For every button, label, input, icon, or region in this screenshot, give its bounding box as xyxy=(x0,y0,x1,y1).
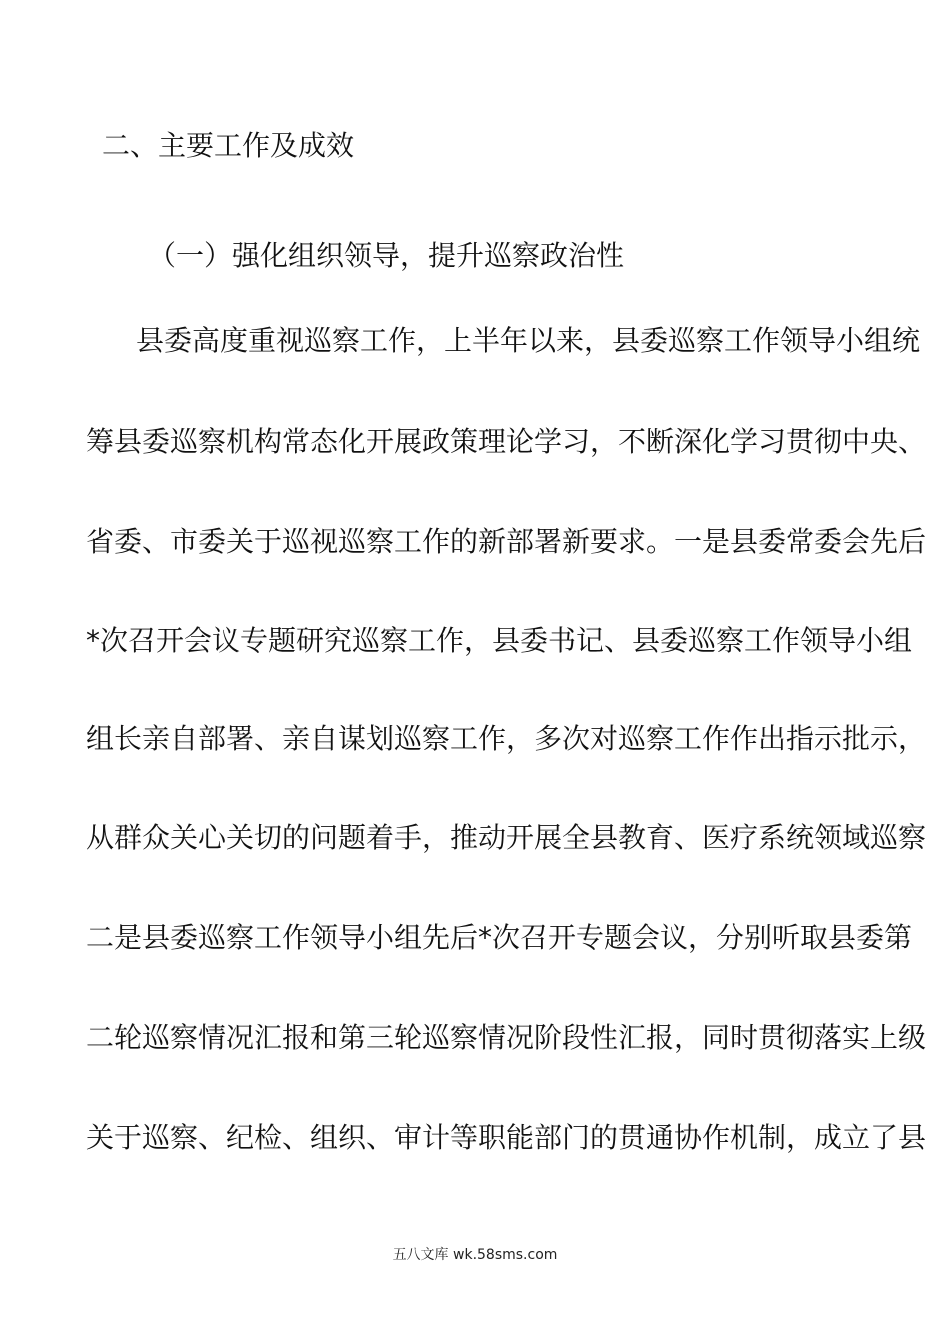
paragraph-line: 二轮巡察情况汇报和第三轮巡察情况阶段性汇报，同时贯彻落实上级 xyxy=(86,1021,927,1054)
paragraph-line: 从群众关心关切的问题着手，推动开展全县教育、医疗系统领域巡察 xyxy=(86,821,927,854)
paragraph-line: 筹县委巡察机构常态化开展政策理论学习，不断深化学习贯彻中央、 xyxy=(86,425,927,458)
paragraph-line: 关于巡察、纪检、组织、审计等职能部门的贯通协作机制，成立了县 xyxy=(86,1121,927,1154)
subsection-heading: （一）强化组织领导，提升巡察政治性 xyxy=(148,239,625,272)
paragraph-line: 组长亲自部署、亲自谋划巡察工作，多次对巡察工作作出指示批示， xyxy=(86,722,927,755)
paragraph-line: 省委、市委关于巡视巡察工作的新部署新要求。一是县委常委会先后 xyxy=(86,525,927,558)
paragraph-line: 二是县委巡察工作领导小组先后*次召开专题会议，分别听取县委第 xyxy=(86,921,913,954)
paragraph-line: *次召开会议专题研究巡察工作，县委书记、县委巡察工作领导小组 xyxy=(86,624,913,657)
footer-watermark: 五八文库 wk.58sms.com xyxy=(392,1247,558,1263)
section-heading: 二、主要工作及成效 xyxy=(102,129,355,162)
paragraph-line: 县委高度重视巡察工作，上半年以来，县委巡察工作领导小组统 xyxy=(136,324,921,357)
